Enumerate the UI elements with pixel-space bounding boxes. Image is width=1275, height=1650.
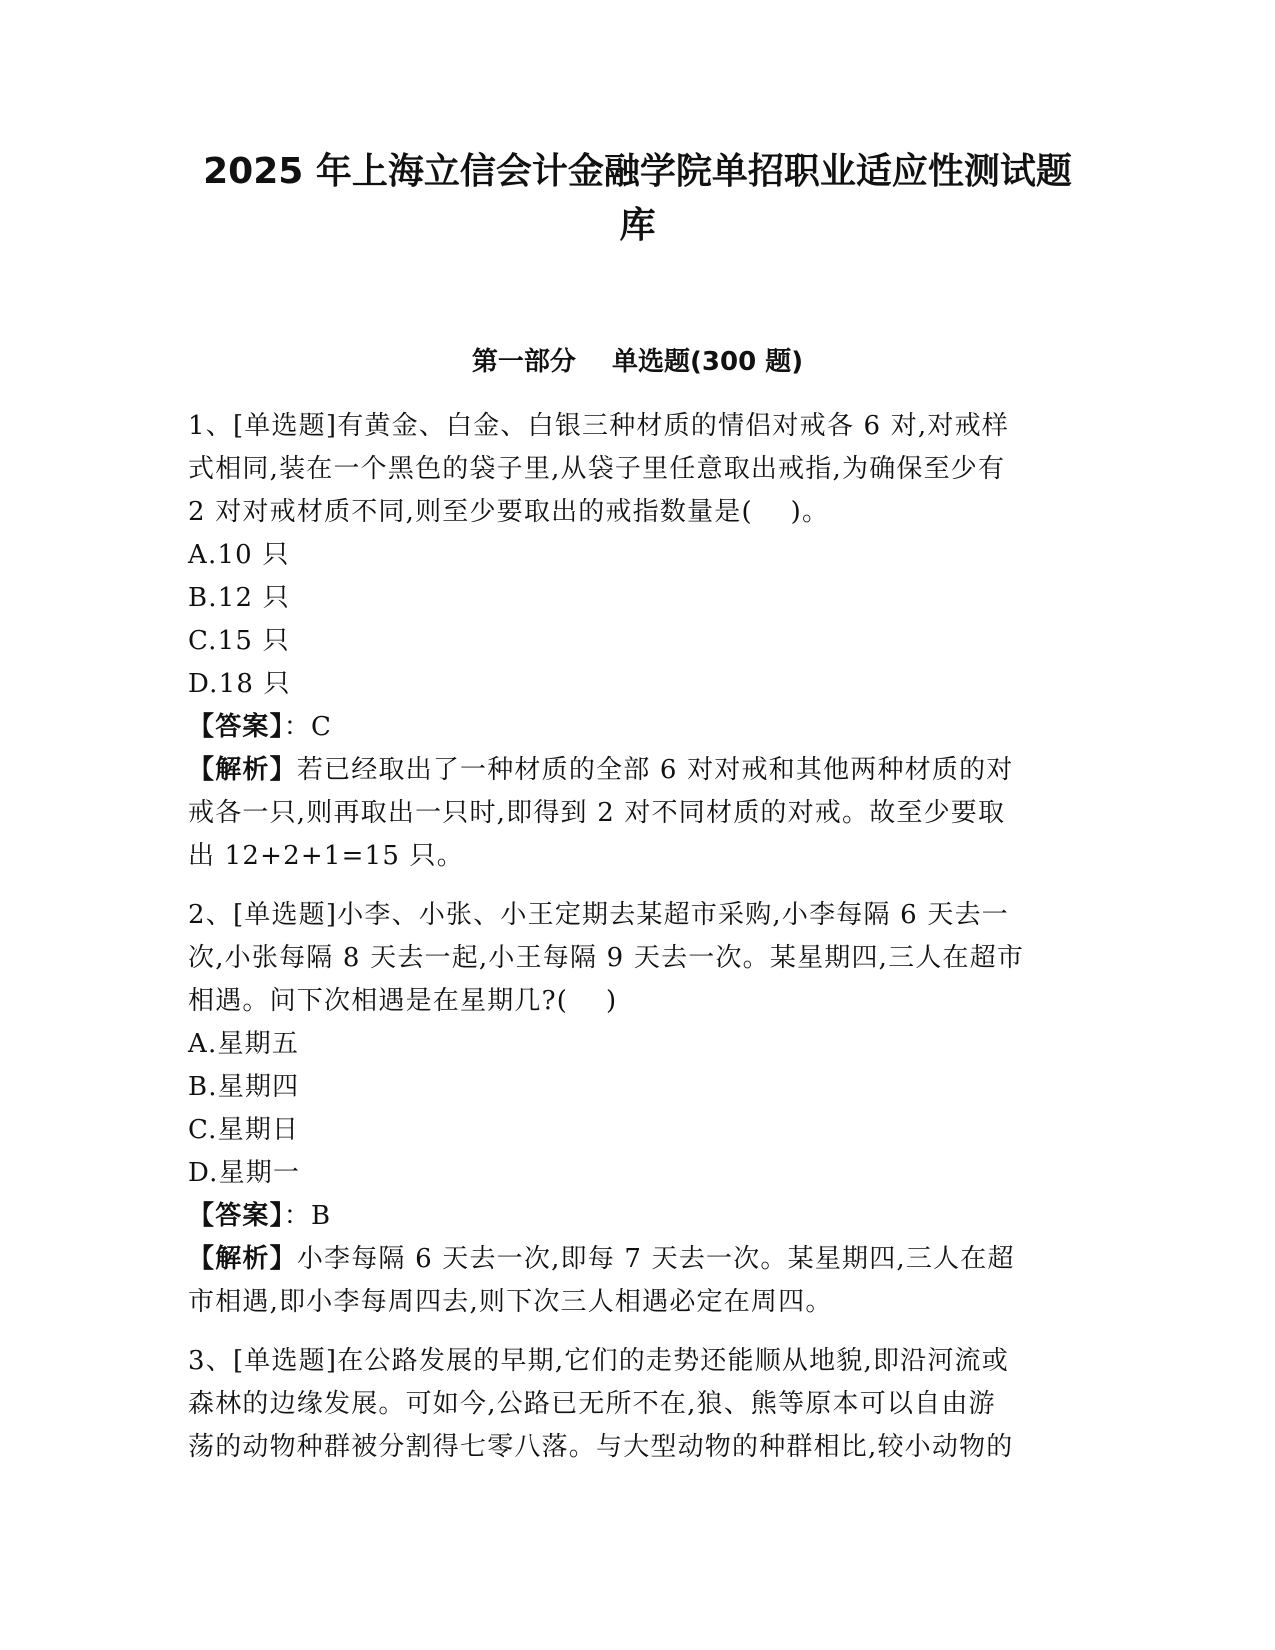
section-title: 第一部分 单选题(300 题) xyxy=(471,347,804,377)
question-stem-line: 次,小张每隔 8 天去一起,小王每隔 9 天去一次。某星期四,三人在超市 xyxy=(188,943,1025,973)
answer-line xyxy=(188,706,1088,749)
document-title-line-1: 2025 年上海立信会计金融学院单招职业适应性测试题 xyxy=(203,151,1072,192)
analysis-text: 小李每隔 6 天去一次,即每 7 天去一次。某星期四,三人在超 xyxy=(296,1244,1015,1274)
analysis-label: 【解析】 xyxy=(188,1244,297,1274)
analysis-line: 出 12+2+1=15 只。 xyxy=(188,841,464,871)
question-stem-line: 相遇。问下次相遇是在星期几?( ) xyxy=(188,986,618,1016)
option-d: D.星期一 xyxy=(188,1158,301,1188)
question-1 xyxy=(188,405,1088,878)
option-c: C.星期日 xyxy=(188,1115,300,1145)
analysis-line: 市相遇,即小李每周四去,则下次三人相遇必定在周四。 xyxy=(188,1287,833,1317)
question-stem-line: 森林的边缘发展。可如今,公路已无所不在,狼、熊等原本可以自由游 xyxy=(188,1389,996,1419)
question-3 xyxy=(188,1340,1088,1469)
answer-value: ：C xyxy=(283,712,333,742)
answer-value: ：B xyxy=(283,1201,332,1231)
question-stem-line: 2、[单选题]小李、小张、小王定期去某超市采购,小李每隔 6 天去一 xyxy=(188,900,1009,930)
question-stem-line: 2 对对戒材质不同,则至少要取出的戒指数量是( )。 xyxy=(188,497,830,527)
analysis-line xyxy=(188,749,1088,792)
analysis-label: 【解析】 xyxy=(188,755,297,785)
option-a: A.星期五 xyxy=(188,1029,300,1059)
option-b: B.12 只 xyxy=(188,583,290,613)
analysis-line xyxy=(188,1238,1088,1281)
question-2 xyxy=(188,894,1088,1324)
option-c: C.15 只 xyxy=(188,626,290,656)
option-d: D.18 只 xyxy=(188,669,291,699)
answer-line xyxy=(188,1195,1088,1238)
analysis-text: 若已经取出了一种材质的全部 6 对对戒和其他两种材质的对 xyxy=(296,755,1014,785)
document-title-line-2: 库 xyxy=(619,205,656,246)
question-stem-line: 式相同,装在一个黑色的袋子里,从袋子里任意取出戒指,为确保至少有 xyxy=(188,454,1006,484)
analysis-line: 戒各一只,则再取出一只时,即得到 2 对不同材质的对戒。故至少要取 xyxy=(188,798,1006,828)
answer-label: 【答案】 xyxy=(188,1201,284,1231)
document-title xyxy=(180,145,1095,253)
question-stem-line: 荡的动物种群被分割得七零八落。与大型动物的种群相比,较小动物的 xyxy=(188,1432,1014,1462)
option-a: A.10 只 xyxy=(188,540,290,570)
question-list xyxy=(188,405,1088,1469)
answer-label: 【答案】 xyxy=(188,712,284,742)
question-stem-line: 3、[单选题]在公路发展的早期,它们的走势还能顺从地貌,即沿河流或 xyxy=(188,1346,1009,1376)
option-b: B.星期四 xyxy=(188,1072,300,1102)
question-stem-line: 1、[单选题]有黄金、白金、白银三种材质的情侣对戒各 6 对,对戒样 xyxy=(188,411,1009,441)
